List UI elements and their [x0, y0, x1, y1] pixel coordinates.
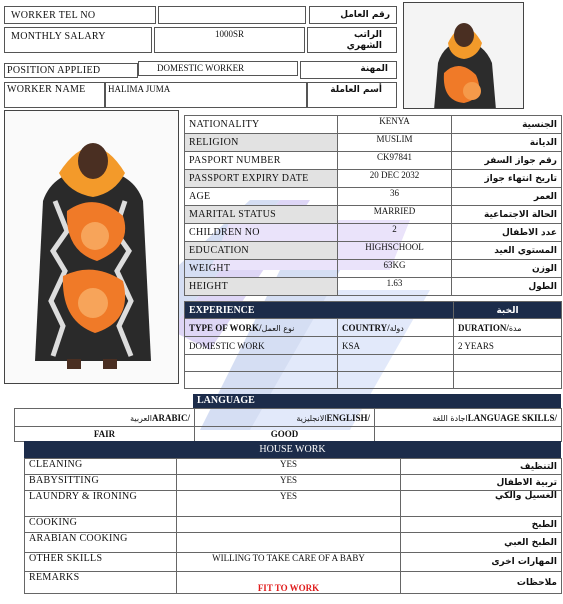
housework-value	[177, 533, 401, 553]
exp-type-value: DOMESTIC WORK	[185, 337, 338, 355]
housework-row	[25, 572, 562, 594]
position-ar-label: المهنة	[360, 64, 388, 74]
salary-label-cell	[4, 27, 152, 53]
housework-label: COOKING	[25, 517, 177, 533]
housework-value	[177, 517, 401, 533]
detail-value: HIGHSCHOOL	[338, 242, 452, 260]
col-country: COUNTRY/دولة	[338, 319, 454, 337]
tel-ar-label: رقم العامل	[340, 10, 390, 20]
detail-ar-label: الحالة الاجتماعية	[452, 206, 562, 224]
detail-value: 36	[338, 188, 452, 206]
detail-label: NATIONALITY	[185, 116, 338, 134]
language-title: LANGUAGE	[193, 394, 561, 408]
detail-row	[185, 260, 562, 278]
lang-english-level: GOOD	[195, 427, 375, 442]
detail-ar-label: الجنسية	[452, 116, 562, 134]
housework-title: HOUSE WORK	[24, 441, 561, 458]
detail-row	[185, 116, 562, 134]
name-label-cell	[4, 82, 105, 108]
housework-ar-label: ملاحظات	[401, 572, 562, 594]
detail-value: KENYA	[338, 116, 452, 134]
detail-row	[185, 278, 562, 296]
detail-row	[185, 242, 562, 260]
housework-label: ARABIAN COOKING	[25, 533, 177, 553]
housework-row	[25, 517, 562, 533]
language-table	[14, 408, 562, 442]
detail-value: 1.63	[338, 278, 452, 296]
lang-english-header: الانجليزيةENGLISH/	[195, 409, 375, 427]
experience-table	[184, 301, 562, 389]
details-table	[184, 115, 562, 296]
person-image-large	[5, 111, 179, 384]
detail-value: 63KG	[338, 260, 452, 278]
position-label: POSITION APPLIED	[7, 65, 101, 76]
salary-label: MONTHLY SALARY	[11, 31, 106, 42]
lang-skills-header: اجادة اللغةLANGUAGE SKILLS/	[375, 409, 562, 427]
name-value: HALIMA JUMA	[108, 84, 171, 94]
lang-arabic-header: العربيةARABIC/	[15, 409, 195, 427]
salary-ar-cell	[307, 27, 397, 53]
detail-ar-label: المستوي العيد	[452, 242, 562, 260]
housework-label: LAUNDRY & IRONING	[25, 491, 177, 517]
detail-value: MARRIED	[338, 206, 452, 224]
detail-label: RELIGION	[185, 134, 338, 152]
detail-row	[185, 152, 562, 170]
salary-ar-label: الراتب الشهري	[346, 30, 382, 51]
tel-label: WORKER TEL NO	[11, 10, 96, 21]
detail-row	[185, 224, 562, 242]
housework-row	[25, 491, 562, 517]
housework-label: CLEANING	[25, 459, 177, 475]
detail-ar-label: رقم جواز السفر	[452, 152, 562, 170]
exp-duration-value: 2 YEARS	[454, 337, 562, 355]
detail-label: HEIGHT	[185, 278, 338, 296]
detail-label: CHILDREN NO	[185, 224, 338, 242]
detail-label: AGE	[185, 188, 338, 206]
exp-country-value: KSA	[338, 337, 454, 355]
housework-value: YES	[177, 459, 401, 475]
housework-row	[25, 553, 562, 572]
position-ar-cell	[300, 61, 397, 79]
detail-value: CK97841	[338, 152, 452, 170]
experience-row	[185, 337, 562, 355]
detail-row	[185, 188, 562, 206]
position-value-cell	[138, 61, 298, 76]
housework-ar-label: الطبخ العبي	[401, 533, 562, 553]
name-label: WORKER NAME	[7, 84, 86, 95]
salary-value-cell	[154, 27, 305, 53]
detail-ar-label: الديانة	[452, 134, 562, 152]
detail-label: PASPORT NUMBER	[185, 152, 338, 170]
salary-value: 1000SR	[215, 29, 245, 39]
detail-row	[185, 206, 562, 224]
detail-label: MARITAL STATUS	[185, 206, 338, 224]
detail-row	[185, 134, 562, 152]
worker-photo-large	[4, 110, 179, 384]
housework-value: YES	[177, 491, 401, 517]
tel-label-cell	[4, 6, 156, 24]
col-type-of-work: TYPE OF WORK/نوع العمل	[185, 319, 338, 337]
detail-label: PASSPORT EXPIRY DATE	[185, 170, 338, 188]
experience-title: EXPERIENCE	[185, 302, 454, 319]
housework-ar-label: الغسيل والكي	[401, 491, 562, 517]
detail-label: EDUCATION	[185, 242, 338, 260]
position-label-cell	[4, 63, 138, 78]
name-ar-label: أسم العاملة	[330, 85, 382, 95]
housework-value: FIT TO WORK	[177, 572, 401, 594]
detail-ar-label: عدد الاطفال	[452, 224, 562, 242]
housework-label: BABYSITTING	[25, 475, 177, 491]
detail-value: 2	[338, 224, 452, 242]
detail-label: WEIGHT	[185, 260, 338, 278]
col-duration: DURATION/مدة	[454, 319, 562, 337]
experience-title-ar: الخبة	[454, 302, 562, 319]
tel-ar-cell	[309, 6, 397, 24]
housework-value: WILLING TO TAKE CARE OF A BABY	[177, 553, 401, 572]
housework-row	[25, 459, 562, 475]
detail-value: MUSLIM	[338, 134, 452, 152]
name-value-cell	[105, 82, 307, 108]
person-image-small	[404, 3, 524, 109]
housework-value: YES	[177, 475, 401, 491]
detail-ar-label: الوزن	[452, 260, 562, 278]
housework-row	[25, 475, 562, 491]
position-value: DOMESTIC WORKER	[157, 63, 245, 73]
lang-arabic-level: FAIR	[15, 427, 195, 442]
worker-photo-small	[403, 2, 524, 109]
housework-ar-label: المهارات اخرى	[401, 553, 562, 572]
housework-ar-label: الطبخ	[401, 517, 562, 533]
detail-ar-label: تاريخ انتهاء جواز	[452, 170, 562, 188]
detail-ar-label: العمر	[452, 188, 562, 206]
tel-value-cell	[158, 6, 306, 24]
housework-row	[25, 533, 562, 553]
detail-ar-label: الطول	[452, 278, 562, 296]
name-ar-cell	[307, 82, 397, 108]
housework-ar-label: تربية الاطفال	[401, 475, 562, 491]
housework-label: OTHER SKILLS	[25, 553, 177, 572]
detail-value: 20 DEC 2032	[338, 170, 452, 188]
housework-ar-label: التنظيف	[401, 459, 562, 475]
housework-table	[24, 458, 562, 594]
detail-row	[185, 170, 562, 188]
housework-label: REMARKS	[25, 572, 177, 594]
